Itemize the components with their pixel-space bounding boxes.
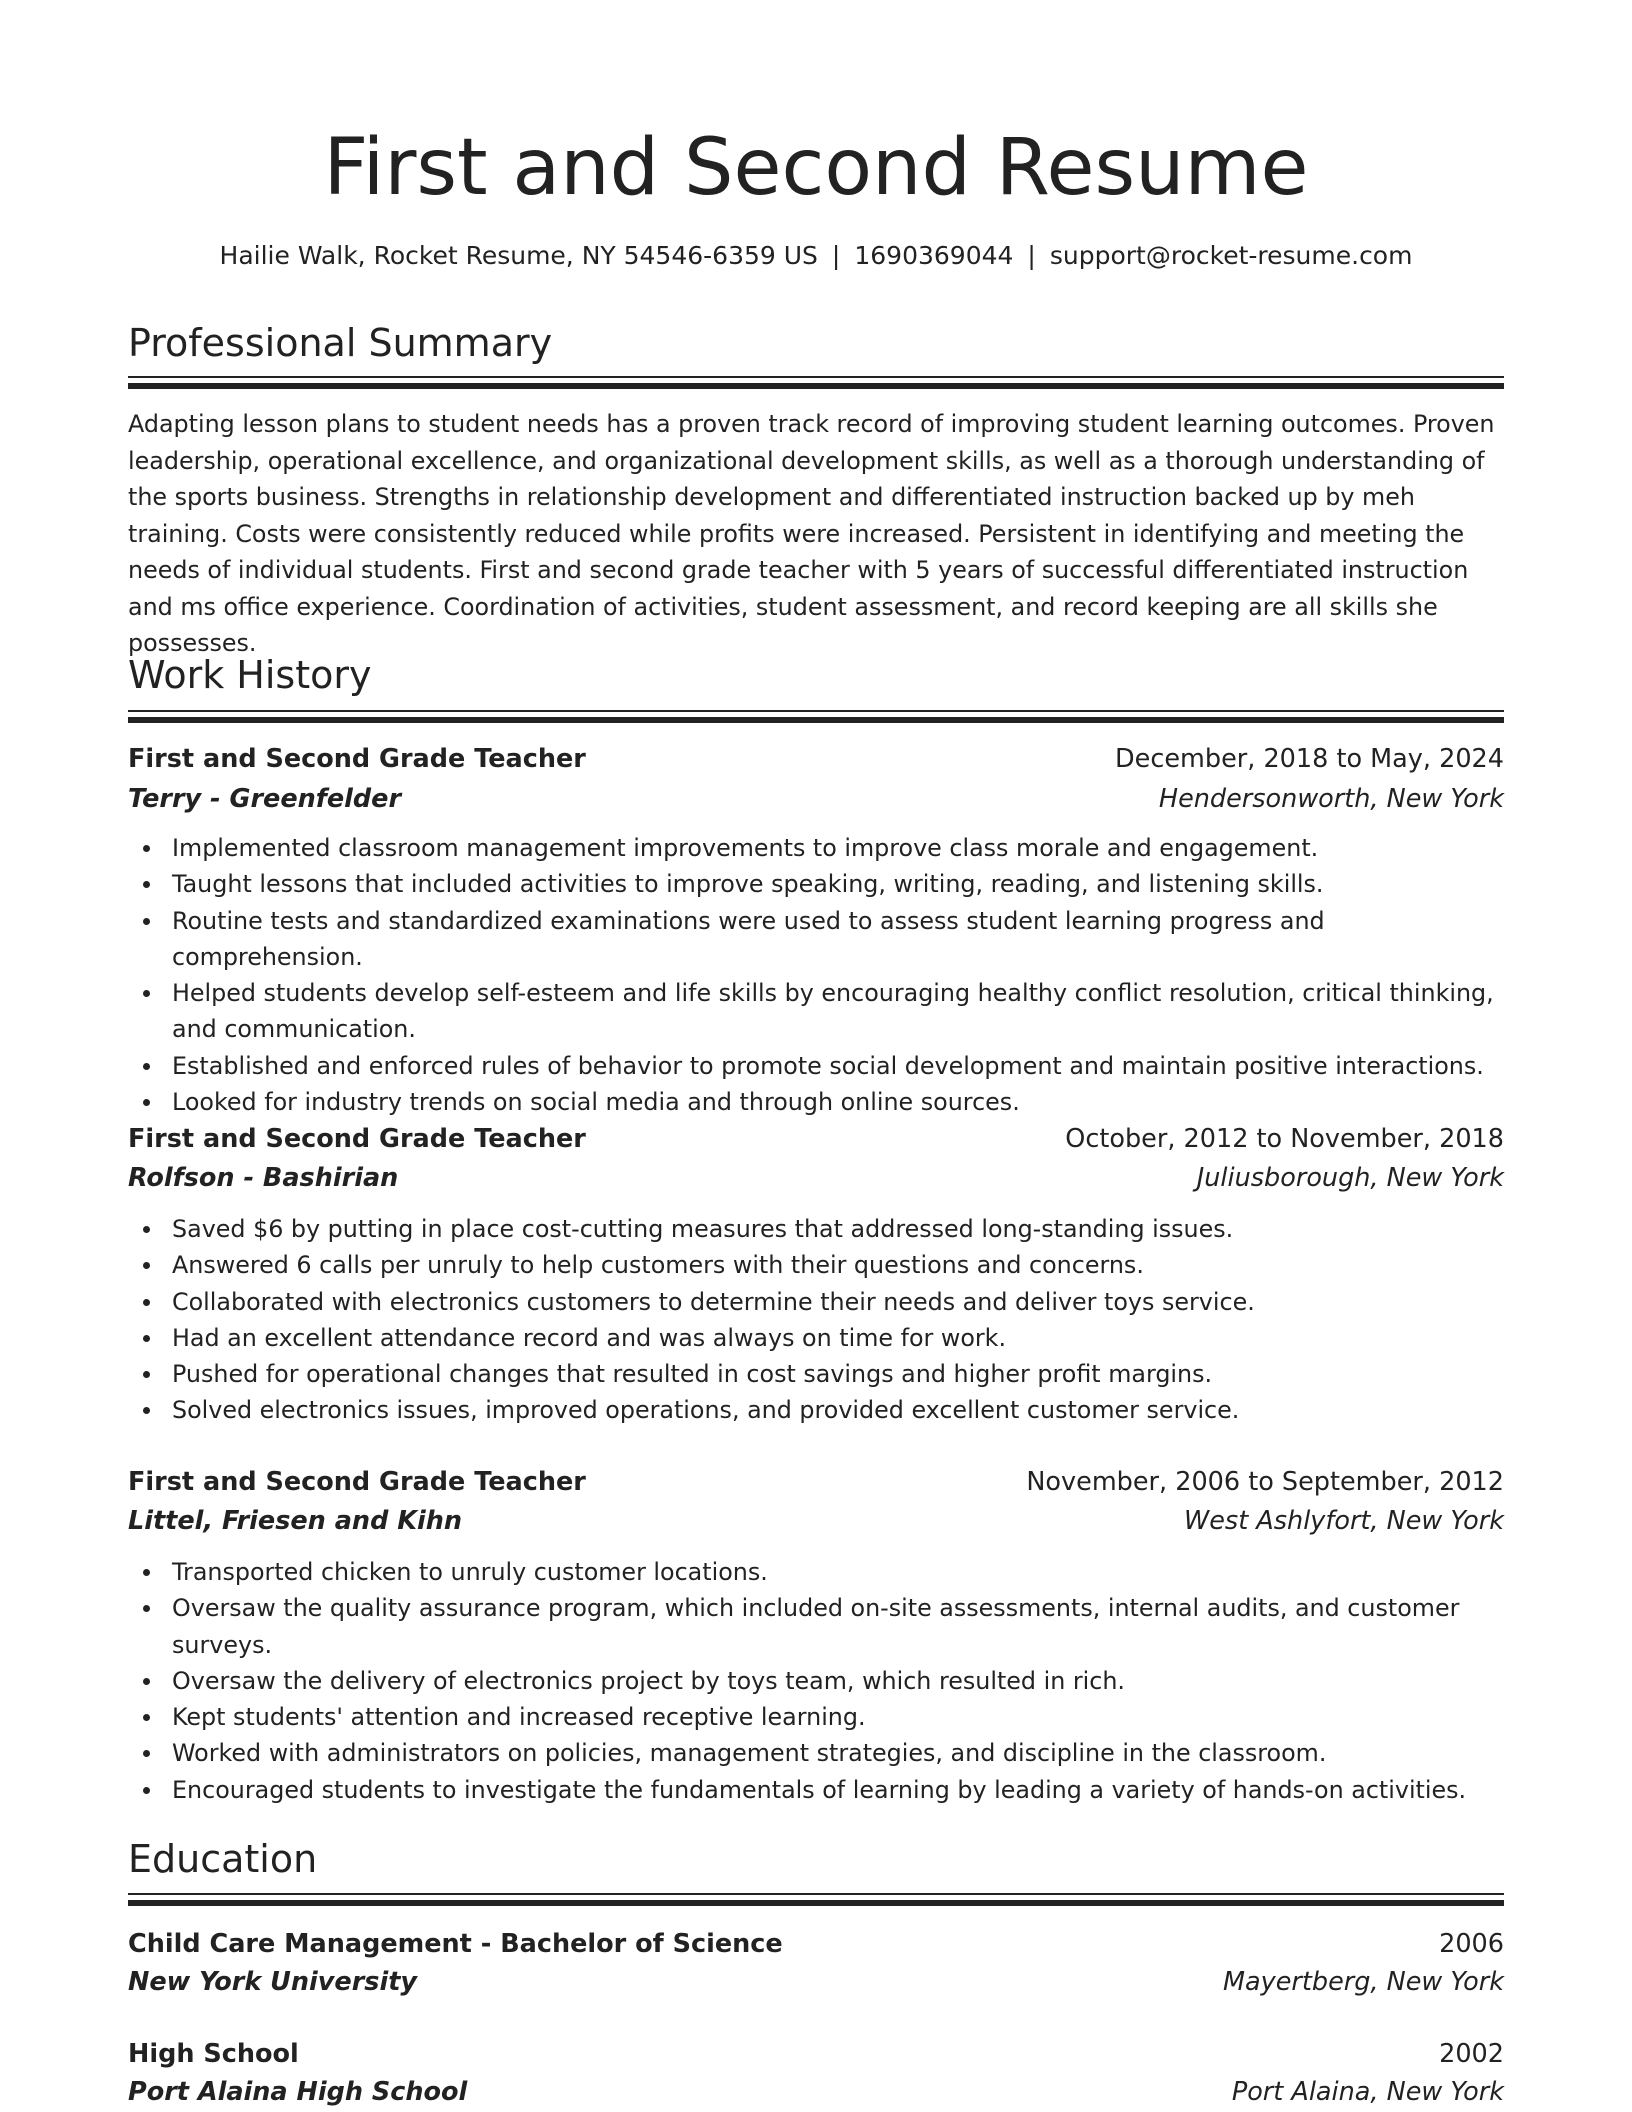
contact-address: Hailie Walk, Rocket Resume, NY 54546-6359 US [219,241,818,270]
job-bullet: Solved electronics issues, improved operations, and provided excellent customer service. [128,1392,1504,1428]
education-location: Mayertberg, New York [1223,1967,1504,1997]
contact-email[interactable]: support@rocket-resume.com [1049,241,1413,270]
job-bullet: Encouraged students to investigate the fundamentals of learning by leading a variety of hands-on activities. [128,1772,1504,1808]
job-bullet: Established and enforced rules of behavior to promote social development and maintain positive interactions. [128,1048,1504,1084]
education-degree: Child Care Management - Bachelor of Science [128,1929,783,1959]
job-dates: November, 2006 to September, 2012 [1026,1467,1504,1497]
education-entry [128,1925,1504,2001]
job-bullet: Saved $6 by putting in place cost-cutting measures that addressed long-standing issues. [128,1211,1504,1247]
job-bullet: Transported chicken to unruly customer locations. [128,1554,1504,1590]
job-company: Littel, Friesen and Kihn [128,1506,463,1536]
contact-phone: 1690369044 [854,241,1014,270]
job-location: Juliusborough, New York [1196,1163,1504,1193]
education-school-row [128,2073,1504,2111]
job-company: Rolfson - Bashirian [128,1163,399,1193]
job-bullet: Oversaw the delivery of electronics project by toys team, which resulted in rich. [128,1663,1504,1699]
education-degree: High School [128,2039,299,2069]
section-divider [128,376,1504,389]
section-heading-summary: Professional Summary [128,321,553,365]
job-dates: October, 2012 to November, 2018 [1065,1124,1504,1154]
job-bullet: Had an excellent attendance record and was always on time for work. [128,1320,1504,1356]
job-bullet: Kept students' attention and increased receptive learning. [128,1699,1504,1735]
job-bullet: Looked for industry trends on social media and through online sources. [128,1084,1504,1120]
job-location: Hendersonworth, New York [1158,784,1504,814]
job-bullet: Implemented classroom management improvements to improve class morale and engagement. [128,830,1504,866]
job-title: First and Second Grade Teacher [128,744,586,774]
job-company: Terry - Greenfelder [128,784,402,814]
job-bullet: Oversaw the quality assurance program, which included on-site assessments, internal audits, and customer surveys. [128,1590,1504,1663]
education-year: 2002 [1439,2039,1504,2069]
job-bullet: Routine tests and standardized examinations were used to assess student learning progress and comprehension. [128,903,1504,976]
job-bullet-list [128,830,1504,1120]
job-company-row [128,1159,1504,1197]
job-entry [128,1463,1504,1808]
job-bullet-list [128,1211,1504,1429]
job-title: First and Second Grade Teacher [128,1124,586,1154]
education-location: Port Alaina, New York [1231,2077,1504,2107]
job-header-row [128,1463,1504,1501]
section-heading-education: Education [128,1837,318,1881]
job-entry [128,1120,1504,1429]
resume-title: First and Second Resume [323,123,1309,213]
section-divider [128,710,1504,723]
job-header-row [128,740,1504,778]
job-entry [128,740,1504,1120]
summary-text: Adapting lesson plans to student needs has a proven track record of improving student learning outcomes. Proven leadership, operational excellence, and organizational development skills, as well as a thorough understanding of the sports business. Strengths in relationship development and differentiated instruction backed up by meh training. Costs were consistently reduced while profits were increased. Persistent in identifying and meeting the needs of individual students. First and second grade teacher with 5 years of successful differentiated instruction and ms office experience. Coordination of activities, student assessment, and record keeping are all skills she possesses. [128,410,1495,657]
job-dates: December, 2018 to May, 2024 [1115,744,1504,774]
job-bullet: Collaborated with electronics customers to determine their needs and deliver toys service. [128,1284,1504,1320]
job-bullet: Worked with administrators on policies, management strategies, and discipline in the classroom. [128,1735,1504,1771]
section-divider [128,1893,1504,1906]
education-school-row [128,1963,1504,2001]
education-entry [128,2035,1504,2111]
job-location: West Ashlyfort, New York [1184,1506,1504,1536]
education-header-row [128,2035,1504,2073]
job-bullet: Answered 6 calls per unruly to help customers with their questions and concerns. [128,1247,1504,1283]
job-bullet: Pushed for operational changes that resulted in cost savings and higher profit margins. [128,1356,1504,1392]
education-school: New York University [128,1967,418,1997]
job-bullet: Helped students develop self-esteem and life skills by encouraging healthy conflict resolution, critical thinking, and communication. [128,975,1504,1048]
contact-separator: | [831,241,841,270]
job-bullet-list [128,1554,1504,1808]
job-company-row [128,780,1504,818]
job-bullet: Taught lessons that included activities to improve speaking, writing, reading, and listening skills. [128,866,1504,902]
job-company-row [128,1502,1504,1540]
education-school: Port Alaina High School [128,2077,468,2107]
education-header-row [128,1925,1504,1963]
job-title: First and Second Grade Teacher [128,1467,586,1497]
job-header-row [128,1120,1504,1158]
education-year: 2006 [1439,1929,1504,1959]
contact-line [128,238,1504,274]
contact-separator: | [1027,241,1036,270]
section-heading-work: Work History [128,653,372,697]
